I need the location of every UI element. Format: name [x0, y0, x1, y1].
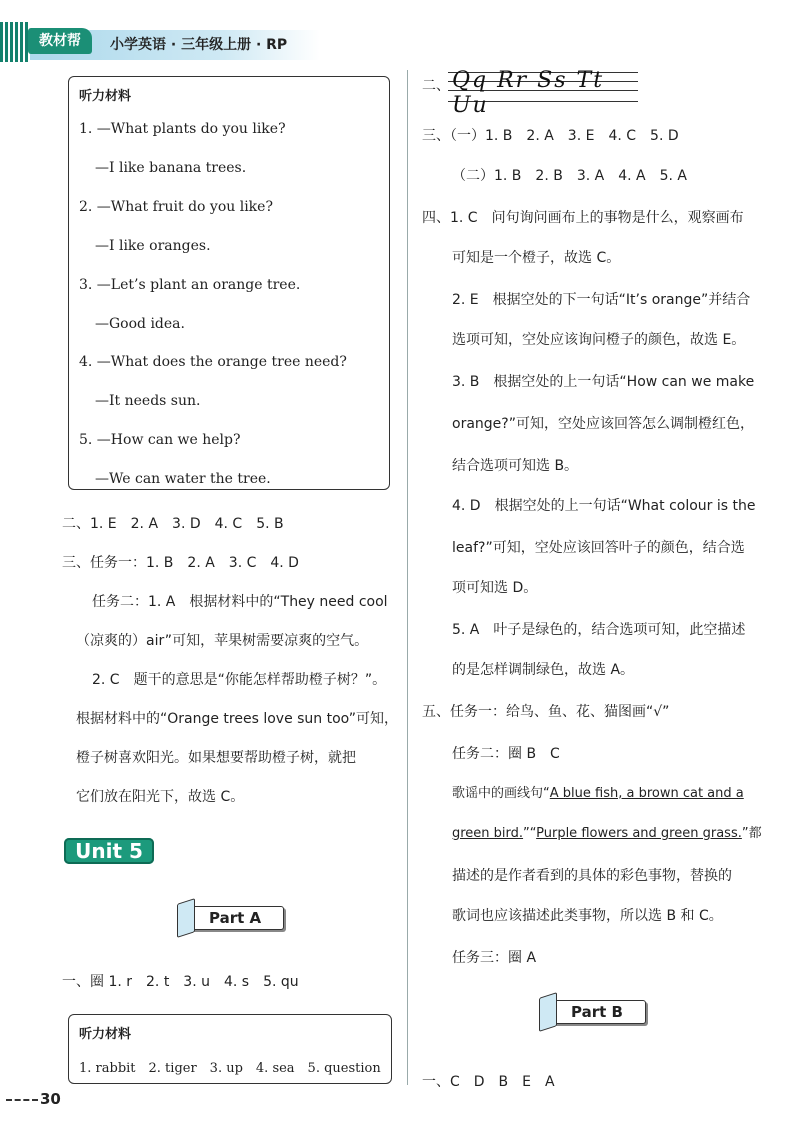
answer-right-q4-line: 4. D 根据空处的上一句话“What colour is the: [452, 498, 756, 514]
listening-line: 1. rabbit 2. tiger 3. up 4. sea 5. question: [79, 1061, 381, 1076]
answer-right-q5-task1: 五、任务一：给鸟、鱼、花、猫图画“√”: [422, 704, 670, 720]
answer-right-q4-line: 结合选项可知选 B。: [452, 458, 579, 474]
listening-line: 4. —What does the orange tree need?: [79, 354, 347, 370]
answer-right-partb-q1: 一、C D B E A: [422, 1074, 555, 1090]
answer-right-q4-line: 3. B 根据空处的上一句话“How can we make: [452, 374, 755, 390]
listening-line: —I like oranges.: [95, 238, 211, 254]
answer-q3-task1: 三、任务一：1. B 2. A 3. C 4. D: [62, 555, 299, 571]
answer-right-q3-1: 三、（一）1. B 2. A 3. E 4. C 5. D: [422, 128, 679, 144]
answer-right-q4-line: 的是怎样调制绿色，故选 A。: [452, 662, 635, 678]
answer-right-q4-line: 项可知选 D。: [452, 580, 538, 596]
answer-right-q2-label: 二、: [422, 78, 450, 94]
listening-line: —We can water the tree.: [95, 471, 271, 487]
listening-line: 2. —What fruit do you like?: [79, 199, 273, 215]
book-icon: [539, 992, 557, 1032]
footer-dash: [6, 1099, 38, 1101]
answer-q3-task2-line: 任务二：1. A 根据材料中的“They need cool: [92, 594, 388, 610]
answer-q3-task2-line: 橙子树喜欢阳光。如果想要帮助橙子树，就把: [76, 750, 356, 766]
listening-line: —It needs sun.: [95, 393, 201, 409]
listening-line: 5. —How can we help?: [79, 432, 241, 448]
answer-q3-task2-line: 2. C 题干的意思是“你能怎样帮助橙子树？”。: [92, 672, 387, 688]
listening-line: 1. —What plants do you like?: [79, 121, 286, 137]
answer-right-q4-line: 选项可知，空处应该询问橙子的颜色，故选 E。: [452, 332, 746, 348]
part-a-badge: Part A: [182, 906, 284, 930]
column-divider: [407, 70, 408, 1085]
answer-right-q5-sentence2: green bird.”“Purple flowers and green grass.”都: [452, 826, 762, 841]
header-title: 小学英语 · 三年级上册 · RP: [110, 37, 288, 53]
answer-right-q4-line: 可知是一个橙子，故选 C。: [452, 250, 621, 266]
page-number: 30: [40, 1090, 61, 1108]
answer-right-q4-line: orange?”可知，空处应该回答怎么调制橙红色，: [452, 416, 754, 432]
answer-right-q5-line: 描述的是作者看到的具体的彩色事物，替换的: [452, 868, 732, 884]
answer-unit5-q1: 一、圈 1. r 2. t 3. u 4. s 5. qu: [62, 974, 299, 990]
listening-line: —Good idea.: [95, 316, 185, 332]
answer-q3-task2-line: （凉爽的）air”可知，苹果树需要凉爽的空气。: [76, 633, 369, 649]
handwriting-band: [448, 68, 638, 118]
answer-q3-task2-line: 根据材料中的“Orange trees love sun too”可知，: [76, 711, 399, 727]
answer-right-q5-line: 歌词也应该描述此类事物，所以选 B 和 C。: [452, 908, 723, 924]
answer-right-q5-sentence1: 歌谣中的画线句“A blue fish, a brown cat and a: [452, 786, 744, 801]
listening-box-1: [68, 76, 390, 490]
unit-badge: Unit 5: [64, 838, 154, 864]
listening-box-title: 听力材料: [79, 1027, 132, 1042]
answer-right-q4-line: 5. A 叶子是绿色的，结合选项可知，此空描述: [452, 622, 746, 638]
answer-right-q4-line: leaf?”可知，空处应该回答叶子的颜色，结合选: [452, 540, 745, 556]
answer-right-q3-2: （二）1. B 2. B 3. A 4. A 5. A: [452, 168, 687, 184]
listening-box-title: 听力材料: [79, 89, 132, 104]
header-tag: 教材帮: [28, 28, 92, 54]
answer-right-q4-line: 四、1. C 问句询问画布上的事物是什么，观察画布: [422, 210, 744, 226]
answer-right-q5-task2: 任务二：圈 B C: [452, 746, 560, 762]
answer-right-q4-line: 2. E 根据空处的下一句话“It’s orange”并结合: [452, 292, 751, 308]
answer-q2: 二、1. E 2. A 3. D 4. C 5. B: [62, 516, 284, 532]
answer-q3-task2-line: 它们放在阳光下，故选 C。: [76, 789, 245, 805]
listening-box-2: [68, 1014, 392, 1084]
part-b-badge: Part B: [544, 1000, 646, 1024]
book-icon: [177, 898, 195, 938]
listening-line: 3. —Let’s plant an orange tree.: [79, 277, 301, 293]
listening-line: —I like banana trees.: [95, 160, 247, 176]
answer-right-q5-task3: 任务三：圈 A: [452, 950, 537, 966]
handwriting-letters: Qq Rr Ss Tt Uu: [452, 68, 605, 118]
header-stripes: [0, 22, 30, 62]
